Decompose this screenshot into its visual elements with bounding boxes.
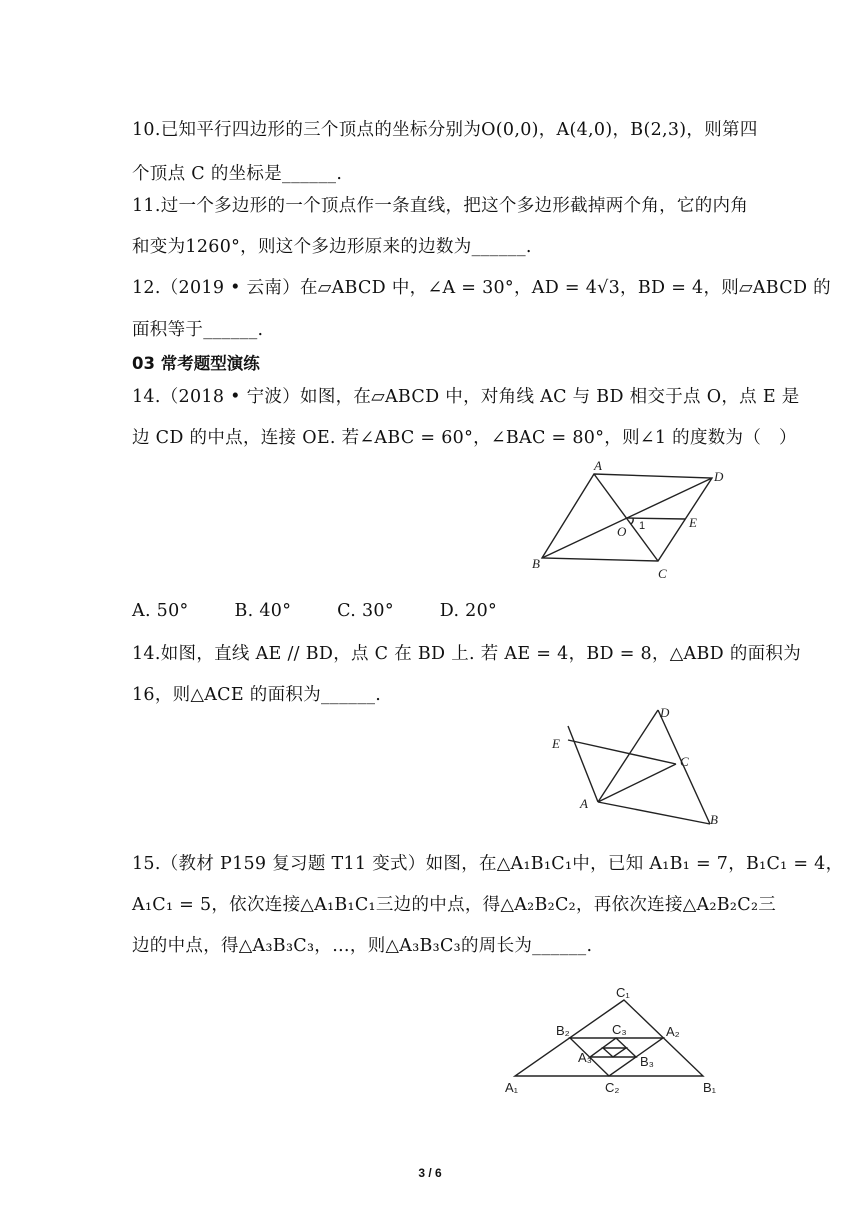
q14a-line2: 边 CD 的中点，连接 OE. 若∠ABC = 60°，∠BAC = 80°，则∠1 的度数为（ ） <box>132 428 797 448</box>
page-number: 3 / 6 <box>418 1166 442 1180</box>
fig1-label-e: E <box>689 515 697 530</box>
q14a-line1: 14.（2018 • 宁波）如图，在▱ABCD 中，对角线 AC 与 BD 相交于点 O，点 E 是 <box>132 387 800 407</box>
option-b: B. 40° <box>234 601 292 621</box>
q15-line2: A₁C₁ = 5，依次连接△A₁B₁C₁三边的中点，得△A₂B₂C₂，再依次连接△A₂B₂C₂三 <box>132 895 777 915</box>
fig2-label-a: A <box>580 796 588 811</box>
fig1-label-b: B <box>532 556 540 571</box>
fig1-label-a: A <box>594 458 602 473</box>
fig3-label-c2: C₂ <box>605 1080 620 1095</box>
fig3-label-c3: C₃ <box>612 1022 627 1037</box>
fig1-label-o: O <box>617 524 627 539</box>
q10-line2: 个顶点 C 的坐标是______. <box>132 164 343 184</box>
option-a: A. 50° <box>132 601 189 621</box>
parallelogram-figure <box>530 456 740 584</box>
fig3-label-c1: C₁ <box>616 985 630 1000</box>
option-c: C. 30° <box>337 601 394 621</box>
fig3-label-a2: A₂ <box>666 1024 680 1039</box>
fig3-label-b1: B₁ <box>703 1080 717 1095</box>
q11-line2: 和变为1260°，则这个多边形原来的边数为______. <box>132 237 532 257</box>
q14a-options <box>132 601 732 621</box>
parallel-lines-figure <box>538 700 738 836</box>
q15-line1: 15.（教材 P159 复习题 T11 变式）如图，在△A₁B₁C₁中，已知 A₁B₁ = 7，B₁C₁ = 4， <box>132 854 844 874</box>
fig2-label-c: C <box>680 754 689 769</box>
q10-line1: 10.已知平行四边形的三个顶点的坐标分别为O(0,0)，A(4,0)，B(2,3)，则第四 <box>132 120 758 140</box>
fig1-label-angle: 1 <box>639 520 646 532</box>
fig3-label-b3: B₃ <box>640 1054 654 1069</box>
fig3-label-a1: A₁ <box>505 1080 519 1095</box>
section-heading: 03 常考题型演练 <box>132 354 260 373</box>
option-d: D. 20° <box>439 601 498 621</box>
q14b-line2: 16，则△ACE 的面积为______. <box>132 685 382 705</box>
fig2-label-e: E <box>552 736 560 751</box>
fig2-label-b: B <box>710 812 718 827</box>
q12-line1: 12.（2019 • 云南）在▱ABCD 中，∠A = 30°，AD = 4√3，BD = 4，则▱ABCD 的 <box>132 278 831 298</box>
q15-line3: 边的中点，得△A₃B₃C₃，…，则△A₃B₃C₃的周长为______. <box>132 936 593 956</box>
fig3-label-b2: B₂ <box>556 1023 570 1038</box>
fig3-label-a3: A₃ <box>578 1050 592 1065</box>
fig2-label-d: D <box>660 705 670 720</box>
fig1-label-c: C <box>658 566 667 581</box>
q11-line1: 11.过一个多边形的一个顶点作一条直线，把这个多边形截掉两个角，它的内角 <box>132 196 749 216</box>
q14b-line1: 14.如图，直线 AE // BD，点 C 在 BD 上. 若 AE = 4，BD = 8，△ABD 的面积为 <box>132 644 802 664</box>
nested-triangles-figure <box>500 982 732 1100</box>
fig1-label-d: D <box>714 469 724 484</box>
q12-line2: 面积等于______. <box>132 320 264 340</box>
